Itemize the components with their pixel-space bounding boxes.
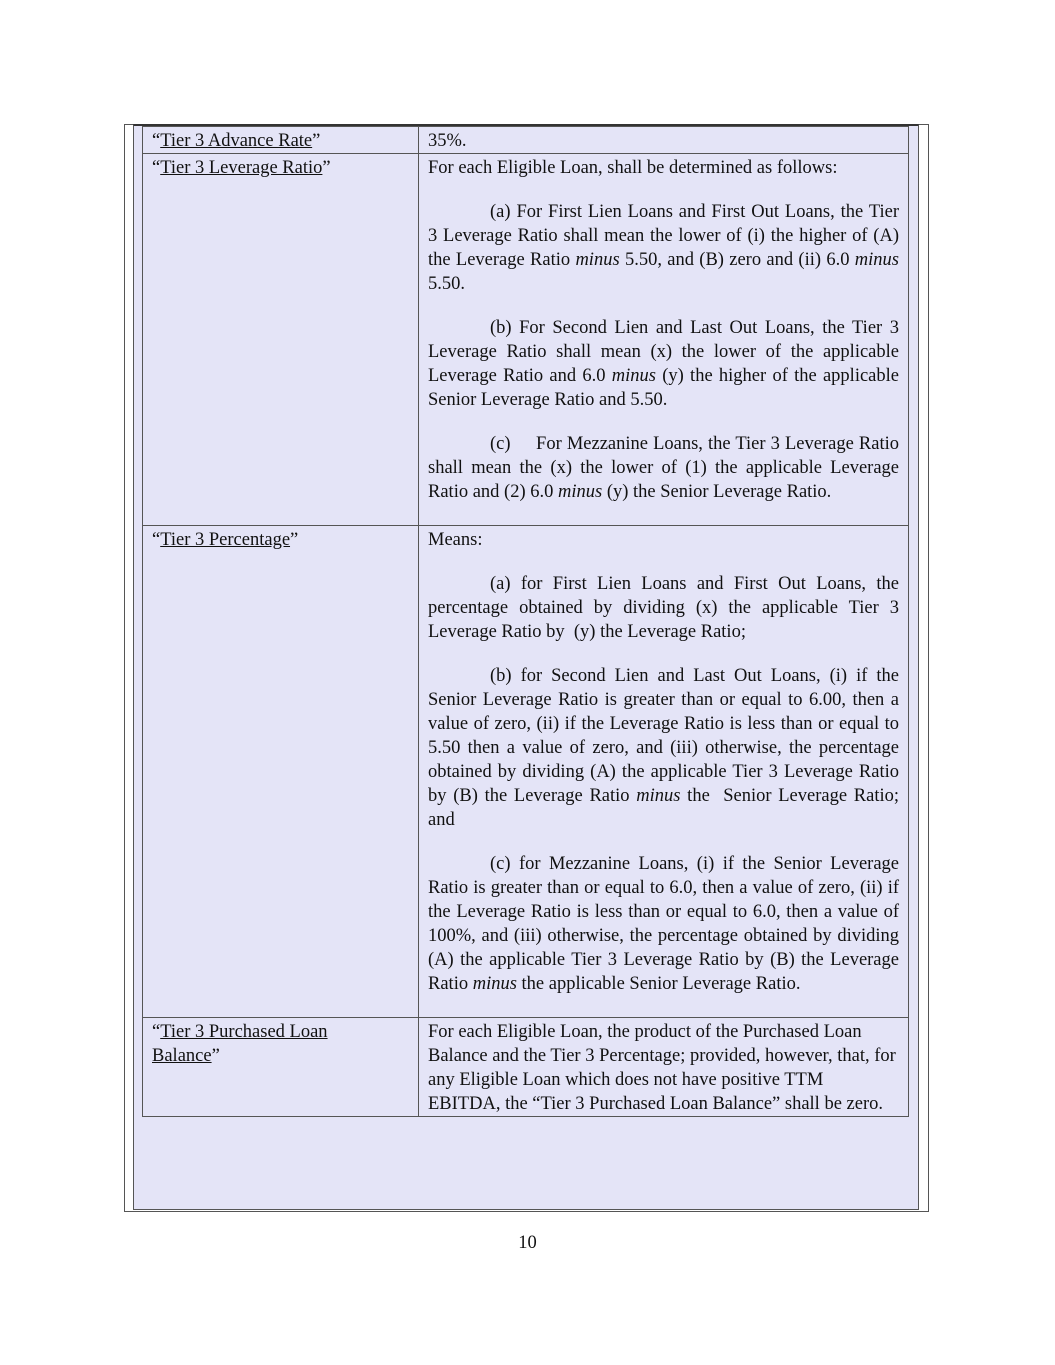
term-name-continued: Balance [152,1046,212,1066]
term-name: Tier 3 Percentage [160,530,291,550]
definition-intro: Means: [428,530,483,550]
term-cell: “Tier 3 Advance Rate” [143,127,419,154]
table-row [143,127,909,154]
definitions-table [142,126,909,1117]
page-number: 10 [518,1233,537,1253]
definition-clause-c: (c) for Mezzanine Loans, (i) if the Senior Leverage Ratio is greater than or equal to 6.0, then a value of zero, (ii) if the Leverage Ratio is less than or equal to 6.0, then a value of 100%, and (iii) otherwise, the percentage obtained by dividing (A) the applicable Tier 3 Leverage Ratio by (B) the Leverage Ratio minus the applicable Senior Leverage Ratio. [428,854,899,994]
term-name: Tier 3 Advance Rate [160,131,313,151]
definition-clause-b: (b) For Second Lien and Last Out Loans, the Tier 3 Leverage Ratio shall mean (x) the lower of the applicable Leverage Ratio and 6.0 minus (y) the higher of the applicable Senior Leverage Ratio and 5.50. [428,318,899,410]
term-name: Tier 3 Leverage Ratio [160,158,323,178]
definition-text: For each Eligible Loan, the product of the Purchased Loan Balance and the Tier 3 Percentage; provided, however, that, for any Eligible Loan which does not have positive TTM EBITDA, the “Tier 3 Purchased Loan Balance” shall be zero. [428,1022,896,1114]
definition-clause-a: (a) for First Lien Loans and First Out Loans, the percentage obtained by dividing (x) the applicable Tier 3 Leverage Ratio by (y) the Leverage Ratio; [428,574,899,642]
term-name: Tier 3 Purchased Loan [160,1022,328,1042]
term-cell: “Tier 3 Purchased Loan Balance” [143,1018,419,1117]
term-cell: “Tier 3 Leverage Ratio” [143,154,419,526]
definition-cell [419,127,909,154]
definition-cell [419,526,909,1018]
term-cell: “Tier 3 Percentage” [143,526,419,1018]
definition-text: 35%. [428,131,467,151]
definition-cell [419,1018,909,1117]
definition-clause-b: (b) for Second Lien and Last Out Loans, (i) if the Senior Leverage Ratio is greater than or equal to 6.00, then a value of zero, (ii) if the Leverage Ratio is less than or equal to 5.50 then a value of zero, and (iii) otherwise, the percentage obtained by dividing (A) the applicable Tier 3 Leverage Ratio by (B) the Leverage Ratio minus the Senior Leverage Ratio; and [428,666,899,830]
table-row [143,526,909,1018]
table-row [143,154,909,526]
definition-clause-c: (c) For Mezzanine Loans, the Tier 3 Leverage Ratio shall mean the (x) the lower of (1) the applicable Leverage Ratio and (2) 6.0 minus (y) the Senior Leverage Ratio. [428,434,899,502]
definition-cell [419,154,909,526]
definition-clause-a: (a) For First Lien Loans and First Out Loans, the Tier 3 Leverage Ratio shall mean the lower of (i) the higher of (A) the Leverage Ratio minus 5.50, and (B) zero and (ii) 6.0 minus 5.50. [428,202,899,294]
table-row [143,1018,909,1117]
definition-intro: For each Eligible Loan, shall be determined as follows: [428,158,838,178]
